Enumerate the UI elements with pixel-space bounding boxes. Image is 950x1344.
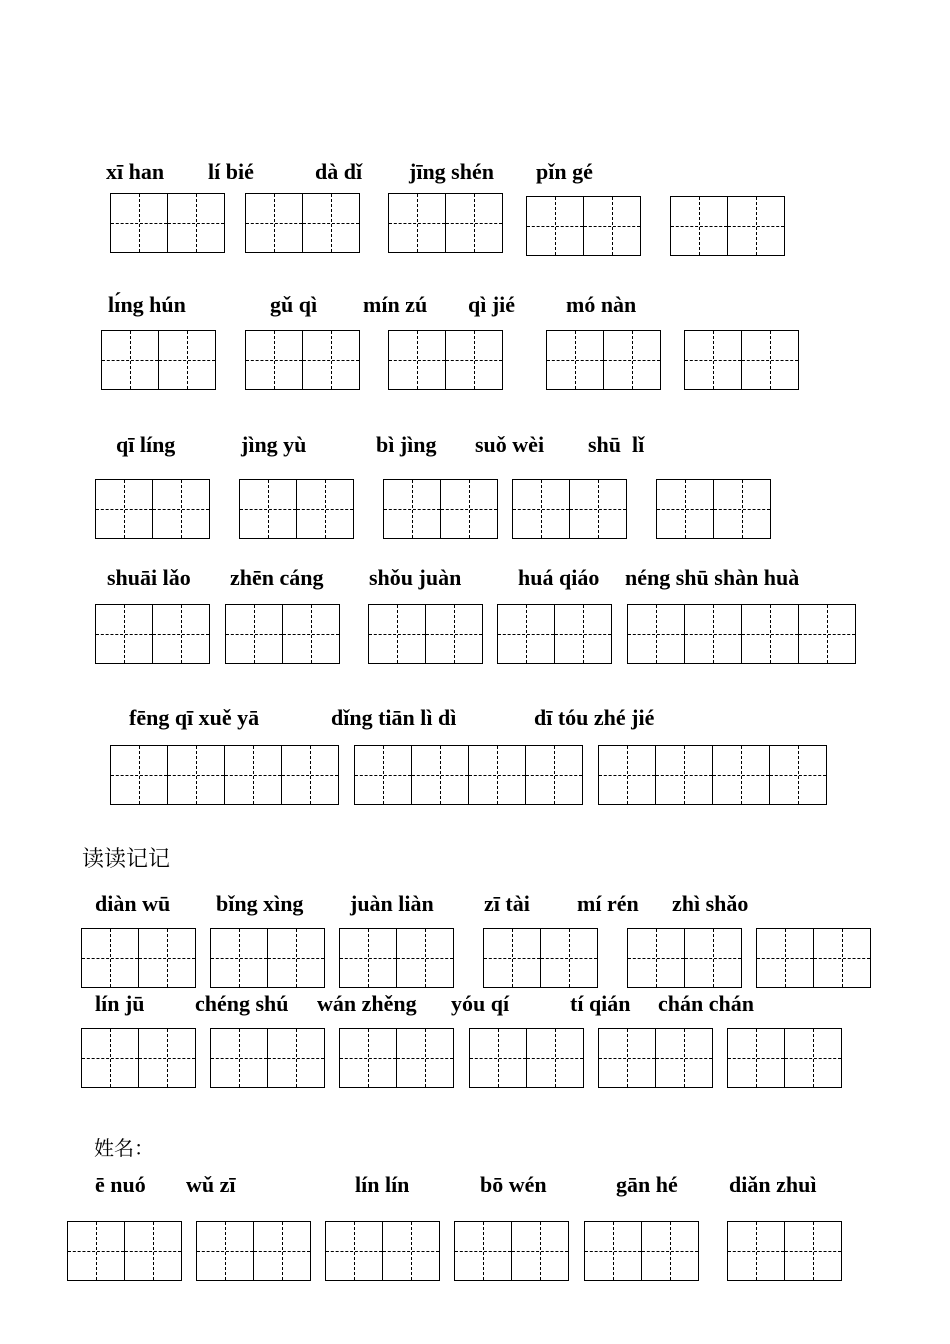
writing-box[interactable] [598, 745, 827, 805]
grid-cell[interactable] [728, 197, 785, 256]
grid-cell[interactable] [211, 1029, 268, 1088]
pinyin-label: wǔ zī [186, 1172, 236, 1197]
pinyin-label: shuāi lǎo [107, 565, 191, 590]
grid-cell[interactable] [585, 1222, 642, 1281]
grid-cell[interactable] [599, 746, 656, 805]
pinyin-label: chéng shú [195, 991, 289, 1016]
pinyin-label: jìng yù [241, 432, 307, 457]
pinyin-label: jīng shén [409, 159, 494, 184]
pinyin-label: juàn liàn [350, 891, 434, 916]
grid-cell[interactable] [584, 197, 641, 256]
grid-cell[interactable] [657, 480, 714, 539]
grid-cell[interactable] [555, 605, 612, 664]
writing-box[interactable] [339, 1028, 454, 1088]
grid-cell[interactable] [268, 1029, 325, 1088]
writing-box[interactable] [546, 330, 661, 390]
grid-cell[interactable] [384, 480, 441, 539]
grid-cell[interactable] [446, 331, 503, 390]
grid-cell[interactable] [303, 194, 360, 253]
pinyin-label: diàn wū [95, 891, 171, 916]
writing-box[interactable] [67, 1221, 182, 1281]
pinyin-label: gān hé [616, 1172, 678, 1197]
grid-cell[interactable] [96, 605, 153, 664]
pinyin-label: dǐng tiān lì dì [331, 705, 457, 730]
writing-box[interactable] [727, 1221, 842, 1281]
grid-cell[interactable] [713, 746, 770, 805]
pinyin-label: suǒ wèi [475, 432, 545, 457]
grid-cell[interactable] [604, 331, 661, 390]
grid-cell[interactable] [498, 605, 555, 664]
writing-box[interactable] [584, 1221, 699, 1281]
grid-cell[interactable] [283, 605, 340, 664]
grid-cell[interactable] [225, 746, 282, 805]
grid-cell[interactable] [426, 605, 483, 664]
pinyin-label: bǐng xìng [216, 891, 304, 916]
grid-cell[interactable] [685, 331, 742, 390]
writing-box[interactable] [95, 479, 210, 539]
grid-cell[interactable] [125, 1222, 182, 1281]
pinyin-label: dà dǐ [315, 159, 363, 184]
grid-cell[interactable] [340, 1029, 397, 1088]
writing-box[interactable] [245, 330, 360, 390]
writing-box[interactable] [627, 604, 856, 664]
pinyin-label: bì jìng [376, 432, 437, 457]
writing-box[interactable] [225, 604, 340, 664]
writing-box[interactable] [756, 928, 871, 988]
writing-box[interactable] [210, 928, 325, 988]
pinyin-label: lɪ́ng hún [108, 292, 186, 317]
pinyin-label: tí qián [570, 991, 631, 1016]
writing-box[interactable] [95, 604, 210, 664]
writing-box[interactable] [339, 928, 454, 988]
grid-cell[interactable] [268, 929, 325, 988]
writing-box[interactable] [325, 1221, 440, 1281]
writing-box[interactable] [368, 604, 483, 664]
grid-cell[interactable] [111, 746, 168, 805]
grid-cell[interactable] [102, 331, 159, 390]
grid-cell[interactable] [240, 480, 297, 539]
writing-box[interactable] [483, 928, 598, 988]
pinyin-label: mín zú [363, 292, 428, 317]
pinyin-label: bō wén [480, 1172, 547, 1197]
pinyin-label: zhì shǎo [672, 891, 749, 916]
grid-cell[interactable] [297, 480, 354, 539]
grid-cell[interactable] [246, 331, 303, 390]
grid-cell[interactable] [742, 331, 799, 390]
writing-box[interactable] [512, 479, 627, 539]
grid-cell[interactable] [599, 1029, 656, 1088]
writing-box[interactable] [469, 1028, 584, 1088]
grid-cell[interactable] [153, 605, 210, 664]
grid-cell[interactable] [742, 605, 799, 664]
grid-cell[interactable] [685, 605, 742, 664]
pinyin-label: mó nàn [566, 292, 637, 317]
grid-cell[interactable] [570, 480, 627, 539]
writing-box[interactable] [110, 745, 339, 805]
grid-cell[interactable] [226, 605, 283, 664]
pinyin-label: shū lǐ [588, 432, 645, 457]
grid-cell[interactable] [628, 929, 685, 988]
writing-box[interactable] [110, 193, 225, 253]
pinyin-label: chán chán [658, 991, 754, 1016]
grid-cell[interactable] [628, 605, 685, 664]
section-title: 读读记记 [82, 847, 171, 872]
grid-cell[interactable] [685, 929, 742, 988]
grid-cell[interactable] [470, 1029, 527, 1088]
grid-cell[interactable] [303, 331, 360, 390]
writing-box[interactable] [598, 1028, 713, 1088]
grid-cell[interactable] [139, 1029, 196, 1088]
name-label: 姓名： [94, 1136, 154, 1160]
grid-cell[interactable] [527, 1029, 584, 1088]
pinyin-label: pǐn gé [536, 159, 593, 184]
pinyin-label: huá qiáo [518, 565, 600, 590]
pinyin-label: gǔ qì [270, 292, 318, 317]
grid-cell[interactable] [168, 194, 225, 253]
grid-cell[interactable] [512, 1222, 569, 1281]
pinyin-label: fēng qī xuě yā [129, 705, 260, 730]
grid-cell[interactable] [168, 746, 225, 805]
grid-cell[interactable] [671, 197, 728, 256]
pinyin-label: shǒu juàn [369, 565, 462, 590]
grid-cell[interactable] [526, 746, 583, 805]
grid-cell[interactable] [714, 480, 771, 539]
grid-cell[interactable] [82, 929, 139, 988]
grid-cell[interactable] [68, 1222, 125, 1281]
pinyin-label: zī tài [484, 891, 530, 916]
grid-cell[interactable] [642, 1222, 699, 1281]
grid-cell[interactable] [728, 1222, 785, 1281]
pinyin-label: ē nuó [95, 1172, 146, 1197]
grid-cell[interactable] [770, 746, 827, 805]
grid-cell[interactable] [814, 929, 871, 988]
writing-box[interactable] [684, 330, 799, 390]
pinyin-label: néng shū shàn huà [625, 565, 800, 590]
writing-box[interactable] [670, 196, 785, 256]
grid-cell[interactable] [513, 480, 570, 539]
grid-cell[interactable] [757, 929, 814, 988]
grid-cell[interactable] [369, 605, 426, 664]
grid-cell[interactable] [355, 746, 412, 805]
pinyin-label: lí bié [208, 159, 254, 184]
writing-box[interactable] [81, 928, 196, 988]
writing-box[interactable] [454, 1221, 569, 1281]
pinyin-label: wán zhěng [317, 991, 417, 1016]
grid-cell[interactable] [785, 1029, 842, 1088]
writing-box[interactable] [627, 928, 742, 988]
pinyin-label: qī líng [116, 432, 176, 457]
grid-cell[interactable] [254, 1222, 311, 1281]
grid-cell[interactable] [441, 480, 498, 539]
grid-cell[interactable] [397, 1029, 454, 1088]
grid-cell[interactable] [799, 605, 856, 664]
writing-box[interactable] [101, 330, 216, 390]
grid-cell[interactable] [340, 929, 397, 988]
pinyin-label: xī han [106, 159, 165, 184]
grid-cell[interactable] [412, 746, 469, 805]
grid-cell[interactable] [159, 331, 216, 390]
pinyin-label: mí rén [577, 891, 639, 916]
grid-cell[interactable] [656, 746, 713, 805]
pinyin-label: lín lín [355, 1172, 410, 1197]
grid-cell[interactable] [383, 1222, 440, 1281]
grid-cell[interactable] [82, 1029, 139, 1088]
pinyin-label: yóu qí [451, 991, 510, 1016]
grid-cell[interactable] [326, 1222, 383, 1281]
writing-box[interactable] [239, 479, 354, 539]
grid-cell[interactable] [455, 1222, 512, 1281]
grid-cell[interactable] [153, 480, 210, 539]
grid-cell[interactable] [656, 1029, 713, 1088]
writing-box[interactable] [388, 330, 503, 390]
pinyin-label: zhēn cáng [230, 565, 324, 590]
grid-cell[interactable] [547, 331, 604, 390]
grid-cell[interactable] [446, 194, 503, 253]
grid-cell[interactable] [282, 746, 339, 805]
grid-cell[interactable] [397, 929, 454, 988]
writing-box[interactable] [245, 193, 360, 253]
writing-box[interactable] [354, 745, 583, 805]
writing-box[interactable] [210, 1028, 325, 1088]
grid-cell[interactable] [785, 1222, 842, 1281]
pinyin-label: dī tóu zhé jié [534, 705, 655, 730]
writing-box[interactable] [196, 1221, 311, 1281]
writing-box[interactable] [526, 196, 641, 256]
writing-box[interactable] [383, 479, 498, 539]
grid-cell[interactable] [527, 197, 584, 256]
grid-cell[interactable] [246, 194, 303, 253]
grid-cell[interactable] [197, 1222, 254, 1281]
writing-box[interactable] [388, 193, 503, 253]
writing-box[interactable] [727, 1028, 842, 1088]
writing-box[interactable] [81, 1028, 196, 1088]
pinyin-label: diǎn zhuì [729, 1172, 817, 1197]
grid-cell[interactable] [96, 480, 153, 539]
writing-box[interactable] [656, 479, 771, 539]
grid-cell[interactable] [469, 746, 526, 805]
grid-cell[interactable] [389, 194, 446, 253]
pinyin-label: qì jié [468, 292, 516, 317]
pinyin-label: lín jū [95, 991, 145, 1016]
grid-cell[interactable] [139, 929, 196, 988]
grid-cell[interactable] [389, 331, 446, 390]
grid-cell[interactable] [484, 929, 541, 988]
grid-cell[interactable] [728, 1029, 785, 1088]
writing-box[interactable] [497, 604, 612, 664]
grid-cell[interactable] [211, 929, 268, 988]
grid-cell[interactable] [111, 194, 168, 253]
grid-cell[interactable] [541, 929, 598, 988]
